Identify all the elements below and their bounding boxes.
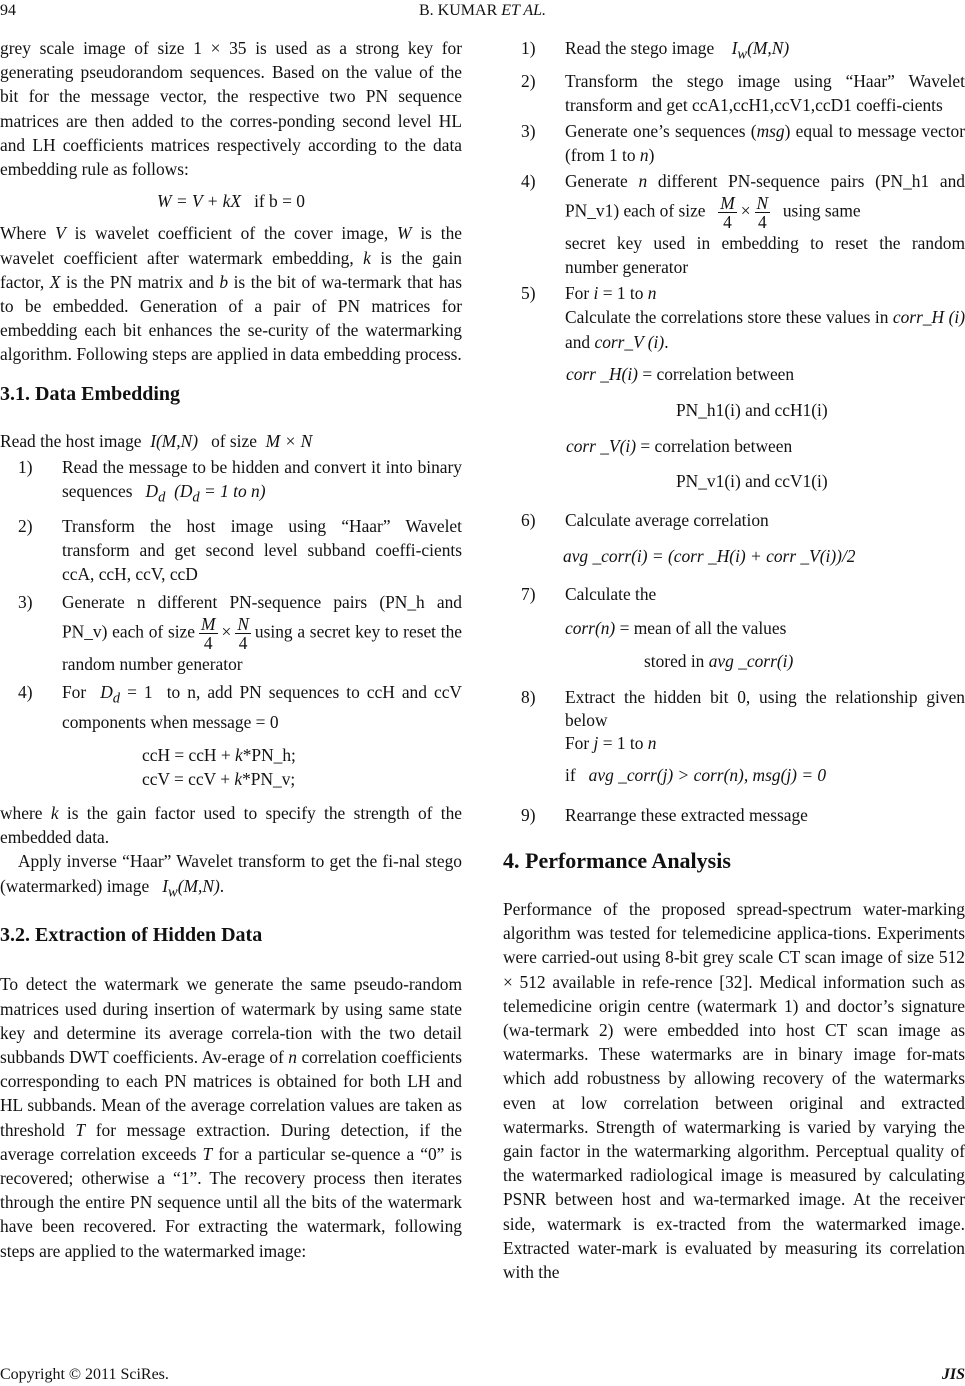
var: corr_V (i) [594, 331, 665, 352]
text: for a particular se-quence a “0” is recovered; otherwise a “1”. The recovery process then iterates through the entire PN sequence until all the bits of the watermark have been recovered. For extracting the watermark, following steps are applied to the watermarked image: [0, 1143, 462, 1261]
header-authors: B. KUMAR [419, 2, 498, 19]
extract-step-1 [503, 36, 965, 67]
step-number: 5) [521, 283, 536, 304]
step-text: Rearrange these extracted message [565, 804, 808, 825]
math-sub: d [112, 690, 121, 707]
var: j [593, 732, 599, 753]
text: Extract the hidden bit 0, using the relationship given below [565, 686, 965, 730]
text: using a secret key to reset the random number generator [62, 621, 462, 674]
text: different PN-sequence pairs (PN_h1 and PN_v1) each of size [565, 171, 965, 221]
text: Apply inverse “Haar” Wavelet transform to get the fi-nal stego (watermarked) image [0, 851, 462, 896]
extract-step-5 [503, 281, 965, 354]
text: is the wavelet coefficient after watermark embedding, [0, 223, 462, 268]
text: ) equal to message vector (from 1 to [565, 121, 965, 166]
step-text [565, 119, 965, 167]
text: Where [0, 223, 56, 244]
math: corr _V(i) [566, 436, 637, 457]
numerator: M [720, 192, 735, 213]
variables-paragraph [0, 221, 462, 366]
corr-v-equation [503, 434, 965, 458]
math: corr(n) [565, 618, 616, 639]
two-column-body [0, 36, 965, 1284]
var: n [639, 145, 649, 166]
text: For [565, 732, 594, 753]
extract-step-9 [503, 803, 965, 827]
step-number: 7) [521, 583, 536, 604]
var: T [75, 1119, 86, 1140]
math: corr _H(i) [566, 363, 638, 384]
math-sub: w [168, 884, 178, 901]
section-heading-3-1: 3.1. Data Embedding [0, 382, 181, 405]
embed-step-3 [0, 590, 462, 675]
text: and [565, 331, 595, 352]
fraction [718, 194, 737, 231]
var: V [55, 223, 66, 244]
math: I [731, 38, 738, 58]
ccv-update [0, 767, 462, 791]
equation-body: W = V + kX [157, 191, 242, 212]
extract-step-8 [503, 686, 965, 755]
left-column [0, 36, 462, 1284]
step-number: 2) [18, 515, 33, 536]
step-text: Generate n different PN-sequence pairs (PN_h and PN_v) each of size $\frac{M}{4}$ × $\frac{N}{4}$ using a secret key to reset the random number generator [62, 592, 462, 674]
var: n [647, 732, 657, 753]
corr-n-equation-cont [503, 649, 965, 673]
var: W [397, 223, 412, 244]
copyright: Copyright © 2011 SciRes. [0, 1366, 169, 1383]
denominator: 4 [203, 632, 213, 653]
step-number: 3) [521, 121, 536, 142]
step-number: 8) [521, 686, 536, 707]
text: correlation coefficients corresponding to each PN matrices is obtained for both LH and HL subbands. Mean of the average correlation values are taken as threshold [0, 1046, 462, 1140]
text: for message extraction. During detection, if the average correlation exceeds [0, 1119, 462, 1164]
performance-paragraph: Performance of the proposed spread-spectrum water-marking algorithm was tested for telemedicine applica-tions. Experiments were carried-out using 8-bit grey scale CT scan image of size 512 × 512 available in refe-rence [32]. Medical information such as telemedicine origin centre (watermark 1) and doctor’s signature (wa-termark 2) were embedded into host CT scan image as watermarks. These watermarks are in binary image for-mats which add robustness by allowing recovery of the watermarks even at low correlation between original and extracted watermarks. Strength of watermarking is varied by varying the gain factor in the watermarking algorithm. Perceptual quality of the watermarked radiological image is measured by calculating PSNR between host and wa-termarked image. At the receiver side, watermark is ex-tracted from the watermarked image. Extracted water-mark is evaluated by measuring its correlation with the [503, 898, 965, 1282]
text: For [565, 283, 594, 304]
step-number: 2) [521, 70, 536, 91]
step-number: 9) [521, 804, 536, 825]
math: I(M,N) [150, 430, 199, 451]
step-text: Generate n different PN-sequence pairs (PN_h1 and PN_v1) each of size $\frac{M}{4}$ × $\frac{N}{4}$ using same secret key used in embedding to reset the random number generator [565, 171, 965, 277]
var: i [593, 283, 599, 304]
var: n [638, 171, 648, 192]
text: is the gain factor used to specify the strength of the embedded data. [0, 803, 462, 848]
text: = mean of all the values [619, 618, 787, 639]
text: Read the stego image [565, 38, 715, 58]
text: . [664, 331, 669, 352]
math: D [145, 481, 159, 502]
var: msg [756, 121, 785, 142]
text: ) [648, 145, 655, 166]
math: = 1 [127, 681, 153, 702]
section-heading-3-2: 3.2. Extraction of Hidden Data [0, 924, 263, 947]
text: stored in [644, 651, 705, 672]
math: = 1 to n) [204, 481, 266, 502]
step-text [62, 680, 462, 735]
extract-step-6 [503, 508, 965, 532]
var: b [219, 271, 229, 292]
corr-n-equation [503, 616, 965, 640]
text: To detect the watermark we generate the same pseudo-random matrices used during insertion of watermark by using same state key and determine its average correla-tion with the two detail subbands DWT coefficients. Av-erage of [0, 974, 462, 1067]
step-text: Transform the host image using “Haar” Wavelet transform and get second level subband coeffi-cients ccA, ccH, ccV, ccD [62, 515, 462, 585]
extract-step-4 [503, 169, 965, 279]
math: (M,N) [177, 875, 220, 896]
embedding-equation [0, 189, 462, 213]
step-text [565, 686, 965, 755]
corr-h-equation-cont: PN_h1(i) and ccH1(i) [676, 399, 828, 420]
text: For [62, 681, 87, 702]
embed-step-1 [0, 455, 462, 510]
denominator: 4 [758, 211, 767, 232]
text: is wavelet coefficient of the cover image, [65, 223, 398, 244]
extract-step-3 [503, 119, 965, 167]
math-sub: d [158, 489, 166, 506]
running-header [0, 0, 965, 22]
numerator: N [237, 613, 249, 634]
fraction [755, 194, 771, 231]
var: k [234, 768, 243, 789]
text: of size [211, 430, 257, 451]
var: T [202, 1143, 213, 1164]
math: (M,N) [747, 38, 790, 58]
text: = 1 to [598, 283, 648, 304]
math-sub: d [192, 489, 200, 506]
text: Generate n different PN-sequence pairs (PN_h and PN_v) each of size [62, 592, 462, 642]
math: (D [174, 481, 193, 502]
step-number: 4) [521, 171, 536, 192]
text: Generate one’s sequences ( [565, 121, 757, 142]
fraction [199, 615, 218, 652]
math-sub: w [737, 46, 748, 63]
math: I [162, 875, 169, 896]
text: = correlation between [640, 436, 793, 457]
text: *PN_h; [242, 744, 296, 765]
text: if [565, 764, 576, 785]
embed-step-4 [0, 680, 462, 735]
text: Read the host image [0, 430, 142, 451]
running-header-row [0, 0, 965, 24]
page-number: 94 [0, 2, 16, 19]
step-number: 6) [521, 509, 536, 530]
var: corr_H (i) [892, 307, 965, 328]
text: is the bit of wa-termark that has to be embedded. Generation of a pair of PN matrices for embedding each bit enhances the se-curity of the watermarking algorithm. Following steps are applied in data embedding process. [0, 271, 463, 365]
var: k [363, 247, 371, 268]
step-number: 4) [18, 681, 33, 702]
step-number: 1) [521, 38, 536, 58]
text: to n, add PN sequences to ccH and ccV components when message = 0 [62, 681, 462, 733]
corr-h-equation [503, 362, 965, 386]
extraction-paragraph [0, 972, 462, 1262]
text: is the gain factor, [0, 247, 462, 292]
extract-step-7 [503, 582, 965, 606]
math: M × N [265, 430, 313, 451]
step-text: Calculate the [565, 583, 657, 604]
right-column [503, 36, 965, 1284]
numerator: M [201, 613, 216, 634]
step-number: 3) [18, 592, 33, 613]
text: = 1 to [598, 732, 648, 753]
text: ccV = ccV + [142, 768, 235, 789]
header-etal: ET AL. [501, 2, 546, 19]
text: where [0, 803, 51, 824]
journal-name: JIS [941, 1366, 965, 1383]
text: *PN_v; [242, 768, 296, 789]
corr-v-equation-cont: PN_v1(i) and ccV1(i) [676, 471, 828, 492]
gain-factor-paragraph [0, 801, 462, 849]
text: is the PN matrix and [60, 271, 220, 292]
equation-condition: if b = 0 [254, 191, 305, 212]
embed-step-2 [0, 514, 462, 587]
var: n [647, 283, 657, 304]
cch-update [0, 743, 462, 767]
step-text [565, 36, 965, 67]
denominator: 4 [723, 211, 732, 232]
text: = correlation between [642, 363, 795, 384]
math: avg _corr(i) [708, 651, 794, 672]
page-footer [0, 1354, 965, 1386]
text: ccH = ccH + [142, 744, 235, 765]
read-host-line [0, 429, 462, 453]
var: n [288, 1046, 297, 1067]
math: D [100, 681, 113, 702]
step-text [62, 455, 462, 510]
denominator: 4 [238, 632, 248, 653]
math: avg _corr(j) > corr(n), msg(j) = 0 [588, 764, 827, 785]
section-heading-4: 4. Performance Analysis [503, 847, 731, 873]
text: Calculate the correlations store these values in [565, 307, 893, 328]
fraction [235, 615, 251, 652]
step-text: Calculate average correlation [565, 509, 769, 530]
text: Generate [565, 171, 639, 192]
extraction-condition [503, 763, 965, 787]
text: Read the message to be hidden and convert it into binary sequences [62, 456, 462, 502]
inverse-transform-paragraph: Apply inverse “Haar” Wavelet transform to get the fi-nal stego (watermarked) image $I_w(M,N)$. [0, 851, 462, 901]
var: k [50, 803, 59, 824]
text: secret key used in embedding to reset the random number generator [565, 232, 965, 277]
var: X [49, 271, 61, 292]
text: using same [782, 200, 861, 221]
avg-corr-equation: avg _corr(i) = (corr _H(i) + corr _V(i))/2 [563, 545, 856, 566]
var: k [235, 744, 243, 765]
step-number: 1) [18, 456, 33, 477]
numerator: N [756, 192, 769, 213]
step-text [565, 281, 965, 354]
intro-paragraph: grey scale image of size 1 × 35 is used as a strong key for generating pseudorandom sequences. Based on the value of the bit for the message vector, the respective two PN sequence matrices are then added to the corres-ponding second level HL and LH coefficients matrices respectively according to the data embedding rule as follows: [0, 38, 462, 180]
step-text: Transform the stego image using “Haar” Wavelet transform and get ccA1,ccH1,ccV1,ccD1 coeffi-cients [565, 70, 965, 115]
extract-step-2 [503, 69, 965, 117]
